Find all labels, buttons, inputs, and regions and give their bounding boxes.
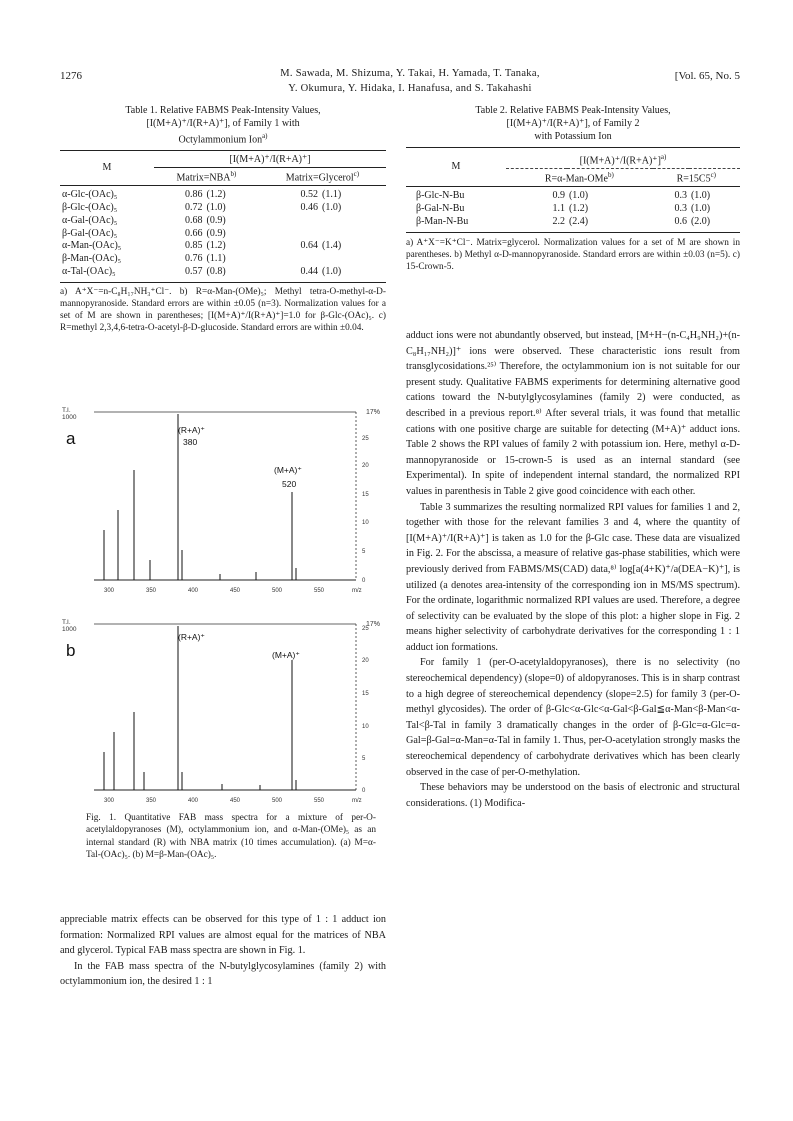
x-tick-label: 500	[272, 588, 283, 594]
panel-a-peak-label-2: (M+A)⁺	[274, 465, 302, 475]
paragraph: Table 3 summarizes the resulting normalized RPI values for families 1 and 2, together with those for the relevant families 3 and 4, where the quantity of [I(M+A)⁺/I(R+A)⁺] is taken as 1.0 for the β-Glc case. These data are visualized in Fig. 2. For the abscissa, a measure of relative gas-phase stabilities, which were previously derived from FABMS/MS(CAD) data,⁸⁾ log[a(4+K)⁺/a(DEA−K)⁺], is utilized (a denotes area-intensity of the corresponding ion in MS/MS spectrum). For the ordinate, logarithmic normalized RPI values are used. Therefore, a degree of selectivity can be evaluated by the slope of this plot: a higher slope in Fig. 2 means higher selectivity of carbohydrate derivatives for the corresponding 1 : 1 adduct ion formations.	[406, 501, 740, 653]
table-row: β-Gal-(OAc)₅ 0.66 (0.9)	[62, 227, 226, 239]
table-1-sub-header-nba: $Matrix=NBA^{b)}$	[154, 168, 259, 186]
panel-b-peak-label-1: (R+A)⁺	[178, 632, 205, 642]
table-row: α-Glc-(OAc)₅ 0.86 (1.2) 0.52 (1.1)	[62, 189, 342, 201]
x-tick-label: 550	[314, 798, 325, 804]
figure-1-panel-a	[60, 400, 386, 600]
panel-a-axes	[94, 412, 356, 580]
table-2	[406, 147, 740, 233]
y-tick-label: 15	[362, 492, 369, 498]
y-tick-label: 25	[362, 626, 369, 632]
y-tick-label: 25	[362, 436, 369, 442]
y-tick-label: 0	[362, 578, 366, 584]
y-tick-label: 0	[362, 788, 366, 794]
y-tick-label: 10	[362, 724, 369, 730]
table-row: β-Man-(OAc)₅ 0.76 (1.1)	[62, 253, 226, 265]
paragraph: adduct ions were not abundantly observed, but instead, [M+H−(n-C₄H₉NH₂)+(n-C₈H₁₇NH₂)]⁺ ions were observed. These characteristic ions result from transglycosidations.²⁵⁾ Therefore, the octylammonium ion is not suitable for our present study. Qualitative FABMS experiments for determining alternative good cations toward the N-butylglycosylamines (family 2) were conducted, as described in a previous report.⁸⁾ After several trials, it was found that metallic cations with one positive charge are suitable for detecting (M+A)⁺ adduct ions. Table 2 shows the RPI values of family 2 with potassium ion. Here, methyl α-D-mannopyranoside or 15-crown-5 is used as an internal standard (see Experimental). In spite of independent internal standard, the normalized RPI values in parenthesis in Table 2 give good coincidence with each other.	[406, 330, 740, 497]
table-2-caption-line-2: [I(M+A)⁺/I(R+A)⁺], of Family 2	[506, 118, 640, 129]
x-tick-label: 300	[104, 588, 115, 594]
table-row: α-Man-(OAc)₅ 0.85 (1.2) 0.64 (1.4)	[62, 240, 342, 252]
y-tick-label: 5	[362, 549, 366, 555]
panel-b-y-ticks	[362, 626, 369, 794]
paragraph: These behaviors may be understood on the basis of electronic and structural considerations. (1) Modifica-	[406, 782, 740, 809]
table-2-group-header: $[I(M+A)^+/I(R+A)^+]^{a)}$	[579, 153, 667, 167]
panel-a-peaks	[104, 414, 296, 580]
figure-1-panel-b	[60, 612, 386, 808]
y-tick-label: 5	[362, 756, 366, 762]
panel-a-x-ticks	[104, 588, 362, 594]
figure-1-caption: Fig. 1. Quantitative FAB mass spectra for a mixture of per-O-acetylaldopyranoses (M), octylammonium ion, and α-Man-(OMe)₅ as an internal standard (R) with NBA matrix (10 times accumulation). (a) M=α-Tal-(OAc)₅. (b) M=β-Man-(OAc)₅.	[86, 813, 376, 860]
table-2-caption-line-3: with Potassium Ion	[534, 131, 612, 142]
y-tick-label: 20	[362, 658, 369, 664]
author-line-2: Y. Okumura, Y. Hidaka, I. Hanafusa, and S. Takahashi	[288, 83, 532, 94]
table-1-block	[60, 104, 386, 335]
panel-b-label: b	[66, 641, 76, 660]
table-1	[60, 150, 386, 283]
table-1-caption	[60, 104, 386, 146]
x-tick-label: 450	[230, 798, 241, 804]
table-1-caption-line-1: Table 1. Relative FABMS Peak-Intensity Values,	[125, 105, 321, 116]
paragraph: In the FAB mass spectra of the N-butylglycosylamines (family 2) with octylammonium ion, the desired 1 : 1	[60, 960, 386, 988]
x-tick-label: 400	[188, 588, 199, 594]
panel-b-peak-label-2: (M+A)⁺	[272, 650, 300, 660]
author-line	[220, 66, 600, 96]
table-2-col-m: M	[406, 148, 506, 187]
table-2-caption	[406, 104, 740, 143]
author-line-1: M. Sawada, M. Shizuma, Y. Takai, H. Yamada, T. Tanaka,	[280, 68, 540, 79]
x-tick-label: 500	[272, 798, 283, 804]
x-tick-label: 400	[188, 798, 199, 804]
x-tick-label: m/z	[352, 798, 362, 804]
panel-b-corner-left-1: T.I.	[62, 619, 71, 626]
panel-a-corner-left-1: T.I.	[62, 407, 71, 414]
y-tick-label: 15	[362, 691, 369, 697]
x-tick-label: 450	[230, 588, 241, 594]
table-1-sub-header-glycerol: Matrix=Glycerol$^{c)}$	[259, 168, 386, 186]
page-number: 1276	[60, 70, 82, 82]
panel-b-axes	[94, 624, 356, 790]
table-2-sub-header-15c5: $R=15C5^{c)}$	[653, 169, 740, 187]
table-1-caption-line-2: [I(M+A)⁺/I(R+A)⁺], of Family 1 with	[146, 118, 300, 129]
table-1-footnote: a) A⁺X⁻=n-C₈H₁₇NH₃⁺Cl⁻. b) R=α-Man-(OMe)₅; Methyl tetra-O-methyl-α-D-mannopyranoside. Standard errors are within ±0.05 (n=3). Normalization values for a set of M are shown in parentheses; [I(M+A)⁺/I(R+A)⁺]=1.0 for β-Glc-(OAc)₅. c) R=methyl 2,3,4,6-tetra-O-acetyl-β-D-glucoside. Standard errors are within ±0.04.	[60, 286, 386, 334]
panel-b-peaks	[104, 626, 296, 790]
panel-a-peak-label-1: (R+A)⁺	[178, 425, 205, 435]
x-tick-label: 350	[146, 588, 157, 594]
table-row: β-Glc-N-Bu 0.9 (1.0) 0.3 (1.0)	[416, 190, 711, 202]
paragraph: appreciable matrix effects can be observed for this type of 1 : 1 adduct ion formation: Normalized RPI values are almost equal for the matrices of NBA and glycerol. Typical FAB mass spectra are shown in Fig. 1.	[60, 914, 386, 957]
panel-b-corner-left-2: 1000	[62, 626, 77, 633]
table-row: α-Gal-(OAc)₅ 0.68 (0.9)	[62, 214, 226, 226]
table-2-sub-header-man: R=α-Man-OMe$^{b)}$	[506, 169, 653, 187]
right-column-text	[406, 328, 740, 811]
table-row: β-Gal-N-Bu 1.1 (1.2) 0.3 (1.0)	[416, 203, 711, 215]
panel-a-peak-mz-2: 520	[282, 479, 297, 489]
y-tick-label: 10	[362, 520, 369, 526]
x-tick-label: 550	[314, 588, 325, 594]
x-tick-label: 300	[104, 798, 115, 804]
paragraph: For family 1 (per-O-acetylaldopyranoses), there is no selectivity (no stereochemical dependency) (slope=0) of aldopyranoses. This is in sharp contrast to a high degree of stereochemical dependency (slope=2.5) for family 3 (per-O-methyl glycosides). The order of β-Glc<α-Glc<α-Gal<β-Gal≦α-Man<β-Man<α-Tal<β-Tal in family 3 dramatically changes in the order of β-Glc=α-Glc=α-Gal=β-Gal=α-Man=α-Tal in family 1. Thus, per-O-acetylation strongly masks the stereochemical dependency of carbohydrate derivatives which has been clearly observed in the case of per-O-methylation.	[406, 657, 740, 778]
x-tick-label: 350	[146, 798, 157, 804]
volume-info: [Vol. 65, No. 5	[674, 70, 740, 82]
table-1-col-m: M	[60, 151, 154, 186]
table-2-caption-line-1: Table 2. Relative FABMS Peak-Intensity Values,	[475, 105, 671, 116]
panel-b-corner-right: 17%	[366, 621, 381, 628]
panel-a-corner-left-2: 1000	[62, 414, 77, 421]
left-column-text	[60, 912, 386, 990]
panel-a-peak-mz-1: 380	[183, 437, 198, 447]
table-1-group-header: [I(M+A)⁺/I(R+A)⁺]	[229, 154, 311, 166]
table-row: β-Man-N-Bu 2.2 (2.4) 0.6 (2.0)	[406, 216, 740, 232]
table-2-block	[406, 104, 740, 273]
table-2-footnote: a) A⁺X⁻=K⁺Cl⁻. Matrix=glycerol. Normalization values for a set of M are shown in parentheses. b) Methyl α-D-mannopyranoside. Standard errors are within ±0.03 (n=5). c) 15-Crown-5.	[406, 237, 740, 273]
table-row: β-Glc-(OAc)₅ 0.72 (1.0) 0.46 (1.0)	[62, 202, 342, 214]
panel-a-corner-right: 17%	[366, 409, 381, 416]
x-tick-label: m/z	[352, 588, 362, 594]
panel-b-x-ticks	[104, 798, 362, 804]
table-1-caption-line-3: Octylammonium Ion$^{a)}$	[178, 132, 268, 146]
running-header	[60, 66, 740, 102]
table-row: α-Tal-(OAc)₅ 0.57 (0.8) 0.44 (1.0)	[60, 266, 386, 282]
panel-a-label: a	[66, 429, 76, 448]
panel-a-y-ticks	[362, 436, 369, 584]
y-tick-label: 20	[362, 463, 369, 469]
